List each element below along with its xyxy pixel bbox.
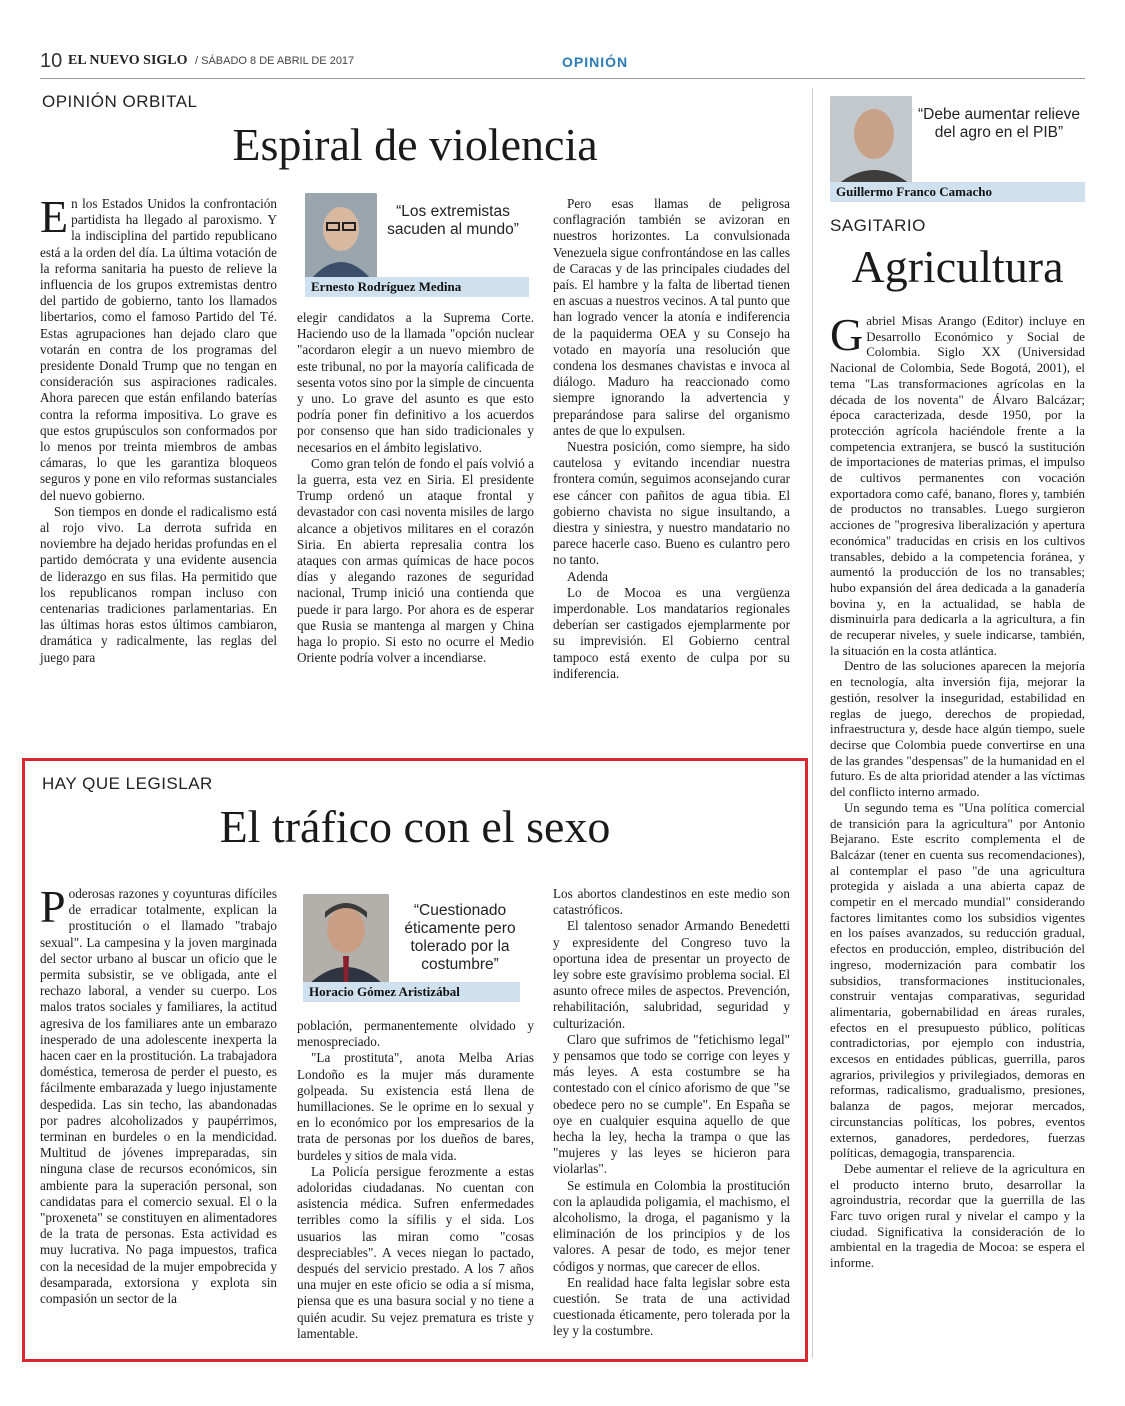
article2-title: El tráfico con el sexo [219, 801, 611, 852]
column-divider [812, 88, 813, 1358]
paragraph: En realidad hace falta legislar sobre esta cuestión. Se trata de una actividad cuestionada éticamente, pero tolerada por la ley y la costumbre. [553, 1274, 790, 1339]
paragraph: abriel Misas Arango (Editor) incluye en Desarrollo Económico y Social de Colombia. Siglo XX (Universidad Nacional de Colombia, Sede Bogotá, 2001), el tema "Las transformaciones agrícolas en la década de los noventa" de Álvaro Balcázar; época caracterizada, desde 1950, por la protección agrícola haciéndole frente a la competencia extranjera, se buscó la sustitución de importaciones de materias primas, el impulso de cultivos permanentes con vocación exportadora como café, banano, flores y, también de productos no transables. Luego surgieron acciones de "progresiva liberalización y apertura económica" traducidas en crisis en los cultivos transables, debido a la competencia foránea, y aumentó la producción de los no transables; hubo expansión del área dedicada a la ganadería bovina y, en la actualidad, se habla de disminuirla para dedicarla a la agricultura, a fin de recuperar niveles, y suele indicarse, también, la situación en la costa atlántica. [830, 314, 1085, 658]
paragraph: Debe aumentar el relieve de la agricultura en el producto interno bruto, desarrollar la agroindustria, recordar que la guerrilla de las Farc tuvo origen rural y nivelar el campo y la ciudad. Significativa la consideración de lo ambiental en la tragedia de Mocoa: se espera el informe. [830, 1161, 1085, 1271]
paragraph: "La prostituta", anota Melba Arias Londoño es la mujer más duramente golpeada. Su existencia está llena de humillaciones. Se le oprime en lo sexual y en lo económico por los empresarios de la trata de personas por los dueños de bares, burdeles y sitios de mala vida. [297, 1050, 534, 1163]
article3-kicker: SAGITARIO [830, 216, 926, 235]
article2-col1 [40, 881, 277, 1307]
paragraph: Nuestra posición, como siempre, ha sido cautelosa y evitando incendiar nuestra frontera común, seguimos aconsejando curar ese cáncer con pañitos de agua tibia. El gobierno chavista no sigue insultando, a diestra y siniestra, y nuestro mandatario no parece hacerle caso. Bueno es culantro pero no tanto. [553, 439, 790, 568]
page-header [40, 48, 1085, 79]
author-box-franco [830, 96, 1085, 202]
article1-col1 [40, 191, 277, 666]
portrait-icon [305, 193, 377, 279]
paragraph: n los Estados Unidos la confrontación partidista ha llegado al paroxismo. Y la indisciplina del partido republicano está a la orden del día. La última votación de la reforma sanitaria ha puesto de relieve la influencia de los grupos extremistas dentro del partido de gobierno, tanto los llamados libertarios, como el famoso Partido del Té. Estas agrupaciones han dejado claro que votarán en contra de los programas del presidente Donald Trump que no tengan en consideración sus aspiraciones radicales. Ahora parecen que están enfilando baterías contra la reforma impositiva. Lo grave es que estos grupúsculos son conformados por lo menos por treinta miembros de ambas cámaras, lo que les garantiza bloqueos seguros y pone en vilo reformas sustanciales del nuevo gobierno. [40, 196, 277, 503]
section-name: OPINIÓN [562, 54, 629, 70]
article1-col3 [553, 196, 790, 682]
article3-title: Agricultura [851, 241, 1064, 292]
author-photo [830, 96, 912, 184]
paragraph: El talentoso senador Armando Benedetti y expresidente del Congreso tuvo la oportuna idea de presentar un proyecto de ley sobre este gravísimo problema social. El asunto ofrece miles de aspectos. Prevención, rehabilitación, salubridad, seguridad y culturización. [553, 918, 790, 1031]
drop-cap: P [40, 881, 66, 932]
drop-cap: G [830, 309, 864, 360]
paragraph: Dentro de las soluciones aparecen la mejoría en tecnología, alta inversión fija, mejorar la gestión, resolver la inseguridad, estabilidad en reglas de juego, derechos de propiedad, infraestructura y, desde hace algún tiempo, suele decirse que Colombia puede convertirse en una de las grandes "despensas" de la humanidad en el futuro. Es de alta prioridad atender a las víctimas del conflicto interno armado. [830, 659, 1085, 800]
paragraph: Son tiempos en donde el radicalismo está al rojo vivo. La derrota sufrida en noviembre ha dejado heridas profundas en el partido demócrata y una evidente ausencia de liderazgo en sus filas. Ha permitido que los republicanos rompan incluso con centenarias tradiciones parlamentarias. En las últimas horas estos últimos cambiaron, dramática y radicalmente, las reglas del juego para [40, 503, 277, 665]
page-number: 10 [40, 50, 63, 72]
paragraph: Adenda [567, 568, 609, 584]
paragraph: La Policía persigue ferozmente a estas adoloridas ciudadanas. No cuentan con asistencia médica. Sufren enfermedades terribles como la sífilis y el sida. Los usuarios las miran como "cosas despreciables". A veces niegan lo pactado, después del servicio prestado. A los 7 años una mujer en este oficio se odia a sí misma, piensa que es una basura social y no tiene a quién acudir. Su vejez prematura es triste y lamentable. [297, 1163, 534, 1341]
drop-cap: E [40, 191, 69, 242]
author-photo [305, 193, 377, 279]
paragraph: Se estimula en Colombia la prostitución con la aplaudida poligamia, el machismo, el alcoholismo, la droga, el paganismo y la eliminación de los principios y de los valores. A pesar de todo, es mejor tener códigos y normas, que carecer de ellos. [553, 1177, 790, 1274]
article1-kicker: OPINIÓN ORBITAL [42, 92, 198, 111]
portrait-icon [830, 96, 912, 184]
portrait-icon [303, 894, 389, 984]
author-name: Guillermo Franco Camacho [830, 182, 1085, 202]
article2-col3 [553, 886, 790, 1340]
paragraph: Como gran telón de fondo el país volvió a la guerra, esta vez en Siria. El presidente Trump ordenó un ataque frontal y devastador con casi noventa misiles de largo alcance a objetivos militares en el corazón Siria. En abierta represalia contra los ataques con armas químicas de hace pocos días y alegando razones de seguridad nacional, Trump inició una contienda que puede ir para largo. Por ahora es de esperar que Rusia se mantenga al margen y China haga lo propio. Si esto no ocurre el Medio Oriente podría volver a incendiarse. [297, 455, 534, 666]
author-box-gomez [303, 894, 533, 1004]
issue-date: / SÁBADO 8 DE ABRIL DE 2017 [195, 55, 355, 67]
author-photo [303, 894, 389, 984]
article1-title: Espiral de violencia [232, 119, 598, 170]
newspaper-name: EL NUEVO SIGLO [68, 53, 188, 68]
paragraph: población, permanentemente olvidado y menospreciado. [297, 1018, 534, 1050]
author-box-rodriguez [305, 193, 530, 296]
paragraph: Pero esas llamas de peligrosa conflagración también se avizoran en nuestros horizontes. La convulsionada Venezuela sigue confrontándose en las calles de Caracas y de las principales ciudades del país. El hambre y la falta de libertad tienen en ascuas a nuestros vecinos. A tal punto que han logrado vencer la atonía e indiferencia de la paquiderma OEA y su Consejo ha votado en mayoría una resolución que condena los desmanes chavistas e invoca al diálogo. Maduro ha reaccionado como siempre ignorando la advertencia y preparándose para salirse del organismo antes de que lo expulsen. [553, 196, 790, 438]
paragraph: Los abortos clandestinos en este medio son catastróficos. [553, 886, 790, 918]
article2-col2 [297, 1018, 534, 1342]
paragraph: Claro que sufrimos de "fetichismo legal" y pensamos que todo se corrige con leyes y más leyes. A esta costumbre se ha contestado con el cínico aforismo de que "se obedece pero no se cumple". En España se oye en cualquier esquina aquello de que hecha la ley, hecha la trampa o que las "mujeres y las leyes se hicieron para violarlas". [553, 1031, 790, 1177]
article1-col2 [297, 310, 534, 666]
article2-kicker: HAY QUE LEGISLAR [42, 774, 213, 793]
article3-col [830, 309, 1085, 1272]
author-name: Ernesto Rodríguez Medina [305, 277, 529, 297]
pull-quote: “Cuestionado éticamente pero tolerado por la costumbre” [404, 902, 516, 973]
author-name: Horacio Gómez Aristizábal [303, 982, 520, 1002]
paragraph: elegir candidatos a la Suprema Corte. Haciendo uso de la llamada "opción nuclear "acordaron elegir a un nuevo miembro de este tribunal, no por la mayoría calificada de sesenta votos sino por la simple de cincuenta y uno. Lo grave del asunto es que esto podría poner fin definitivo a los acuerdos por consenso que han sido tradicionales y necesarios en el ámbito legislativo. [297, 310, 534, 455]
paragraph: Un segundo tema es "Una política comercial de transición para la agricultura" por Antonio Bejarano. Este escrito complementa el de Balcázar (tener en cuenta sus recomendaciones), al contemplar el paso "de una agricultura protegida y aislada a una abierta capaz de competir en el mercado mundial" considerando factores limitantes como los subsidios vigentes en los países avanzados, su reducción gradual, efectos en producción, empleo, distribución del ingreso, modernización para combatir los subsidios, transformaciones institucionales, construir ventajas comparativas, seguridad alimentaria, gobernabilidad en áreas rurales, efectos en el presupuesto público, políticas contradictorias, por ejemplo con industria, excesos en entidades públicas, guerrilla, paros agrarios, privilegios y privilegiados, demoras en reformas, radicalismo, gradualismo, presiones, balanza de pagos, mejorar mercados, circunstancias políticas, los pobres, eventos externos, ganadores, perdedores, fuerzas políticas, demagogia, transparencia. [830, 800, 1085, 1161]
pull-quote: “Debe aumentar relieve del agro en el PIB” [918, 106, 1080, 141]
pull-quote: “Los extremistas sacuden al mundo” [387, 203, 519, 238]
paragraph: oderosas razones y coyunturas difíciles de erradicar totalmente, explican la prostitución o el llamado "trabajo sexual". La campesina y la joven marginada del sector urbano al buscar un oficio que le permita subsistir, se ve obligada, ante el rechazo laboral, a vender su cuerpo. Los malos tratos sociales y familiares, la actitud agresiva de los familiares ante un embarazo inesperado de una adolescente inexperta la hacen caer en la prostitución. La trabajadora doméstica, temerosa de perder el puesto, es fácilmente embarazada y luego injustamente despedida. Las sin techo, las abandonadas por padres alcoholizados y paupérrimos, terminan en burdeles o en la mendicidad. Multitud de jóvenes impreparadas, sin ninguna clase de recursos económicos, sin ambiente para la superación personal, son candidatas para el comercio sexual. El o la "proxeneta" se constituyen en alimentadores de la trata de personas. Esta actividad es muy lucrativa. No paga impuestos, trafica con la necesidad de la mujer empobrecida y desamparada, extorsiona y explota sin compasión un sector de la [40, 886, 277, 1307]
paragraph: Lo de Mocoa es una vergüenza imperdonable. Los mandatarios regionales deberían ser castigados ejemplarmente por su imprevisión. El Gobierno central tampoco está exento de culpa por su indiferencia. [553, 584, 790, 681]
